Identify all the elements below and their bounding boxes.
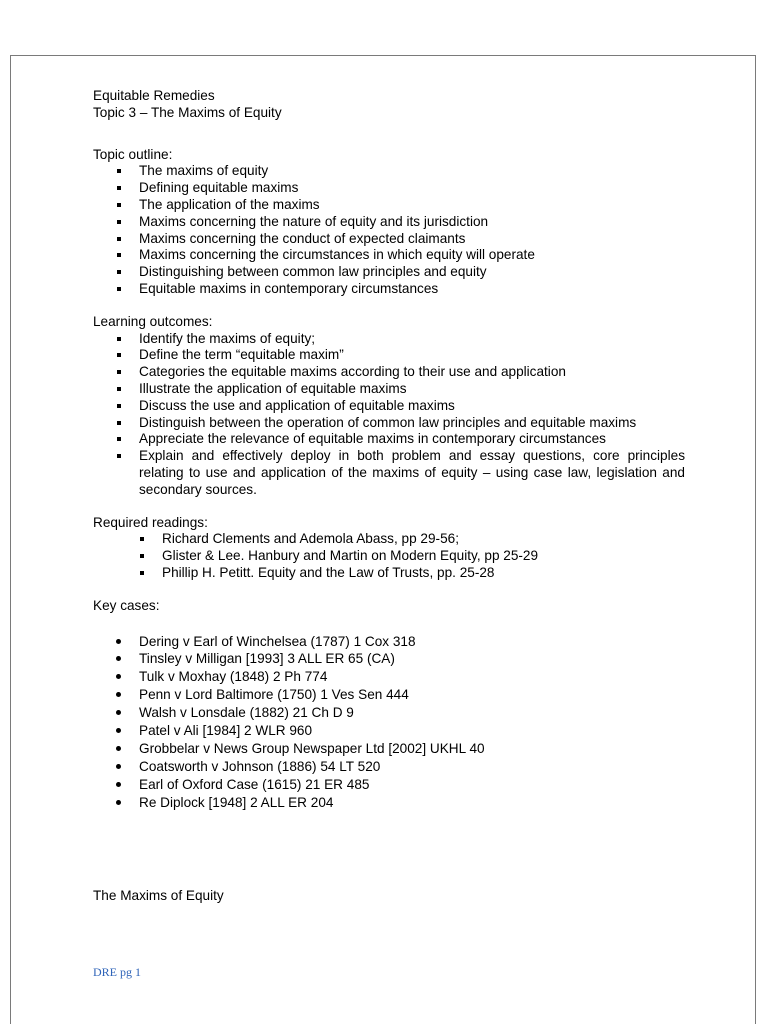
outcomes-list [93,331,685,499]
list-item: Equitable maxims in contemporary circumstances [93,281,685,298]
list-item: Re Diplock [1948] 2 ALL ER 204 [93,794,685,812]
list-item: Coatsworth v Johnson (1886) 54 LT 520 [93,758,685,776]
outline-heading: Topic outline: [93,146,173,162]
list-item: Earl of Oxford Case (1615) 21 ER 485 [93,776,685,794]
list-item: Distinguish between the operation of common law principles and equitable maxims [93,415,685,432]
list-item: Patel v Ali [1984] 2 WLR 960 [93,722,685,740]
list-item: Maxims concerning the circumstances in which equity will operate [93,247,685,264]
document-title: Equitable Remedies [93,88,215,103]
list-item: Penn v Lord Baltimore (1750) 1 Ves Sen 444 [93,686,685,704]
document-subtitle: Topic 3 – The Maxims of Equity [93,104,282,120]
list-item: Richard Clements and Ademola Abass, pp 29-56; [93,531,685,548]
list-item: The application of the maxims [93,197,685,214]
page-content [93,88,685,812]
list-item: Categories the equitable maxims according to their use and application [93,364,685,381]
list-item: Identify the maxims of equity; [93,331,685,348]
outline-list [93,163,685,297]
page-footer: DRE pg 1 [93,965,141,979]
list-item: The maxims of equity [93,163,685,180]
list-item: Glister & Lee. Hanbury and Martin on Modern Equity, pp 25-29 [93,548,685,565]
cases-heading: Key cases: [93,597,160,613]
list-item: Maxims concerning the nature of equity and its jurisdiction [93,214,685,231]
cases-list [93,633,685,812]
list-item: Appreciate the relevance of equitable maxims in contemporary circumstances [93,431,685,448]
list-item: Discuss the use and application of equitable maxims [93,398,685,415]
readings-list [93,531,685,581]
outcomes-heading: Learning outcomes: [93,313,213,329]
list-item: Grobbelar v News Group Newspaper Ltd [2002] UKHL 40 [93,740,685,758]
list-item: Tinsley v Milligan [1993] 3 ALL ER 65 (CA) [93,650,685,668]
list-item: Distinguishing between common law principles and equity [93,264,685,281]
list-item: Walsh v Lonsdale (1882) 21 Ch D 9 [93,704,685,722]
list-item: Defining equitable maxims [93,180,685,197]
list-item: Illustrate the application of equitable maxims [93,381,685,398]
list-item: Define the term “equitable maxim” [93,347,685,364]
list-item: Maxims concerning the conduct of expected claimants [93,231,685,248]
list-item: Tulk v Moxhay (1848) 2 Ph 774 [93,668,685,686]
section-heading: The Maxims of Equity [93,888,224,903]
list-item: Dering v Earl of Winchelsea (1787) 1 Cox 318 [93,633,685,651]
list-item: Phillip H. Petitt. Equity and the Law of Trusts, pp. 25-28 [93,565,685,582]
document-page [10,55,756,1024]
readings-heading: Required readings: [93,514,208,530]
list-item: Explain and effectively deploy in both problem and essay questions, core principles relating to use and application of the maxims of equity – using case law, legislation and secondary sources. [93,448,685,498]
